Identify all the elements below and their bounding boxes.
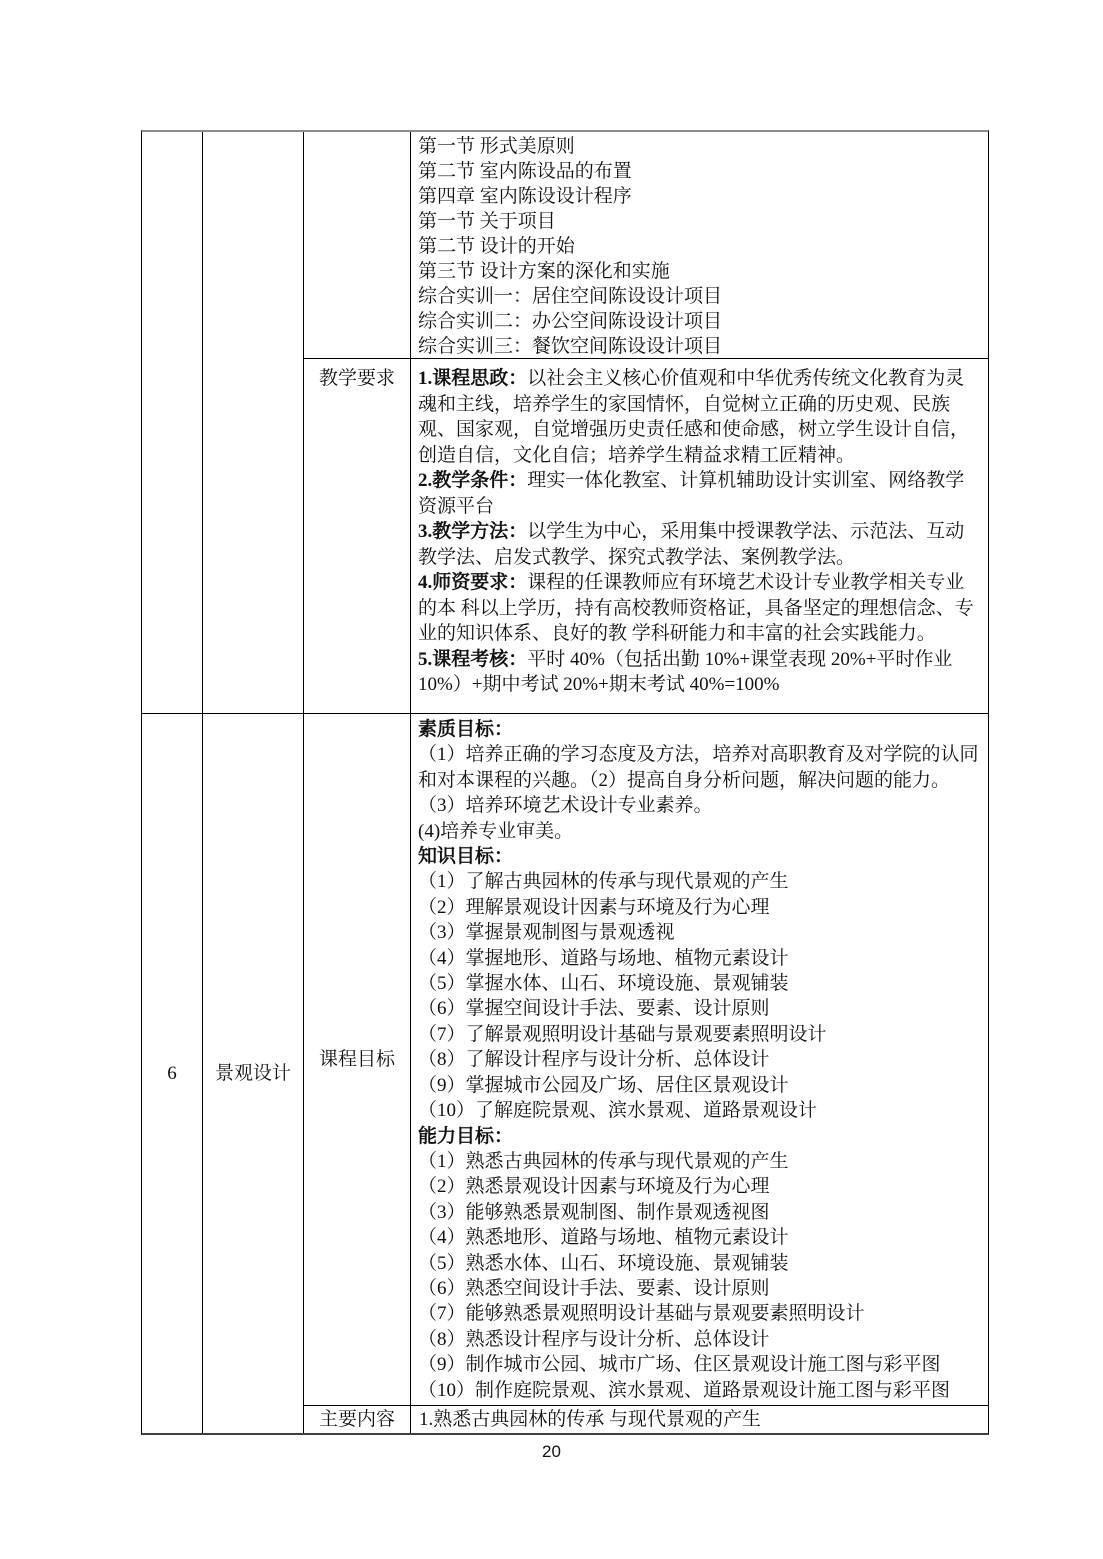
requirement-item <box>418 366 980 468</box>
chapter-line: 第一节 形式美原则 <box>418 136 575 157</box>
chapter-list-cell <box>411 132 988 359</box>
chapter-line: 第一节 关于项目 <box>418 211 556 232</box>
row-label-teaching-requirements <box>304 359 411 714</box>
course-name: 景观设计 <box>214 1063 291 1084</box>
objective-line: （6）熟悉空间设计手法、要素、设计原则 <box>418 1277 770 1299</box>
objective-line: （2）理解景观设计因素与环境及行为心理 <box>418 896 770 918</box>
objective-line: （10）制作庭院景观、滨水景观、道路景观设计施工图与彩平图 <box>418 1379 951 1401</box>
requirement-item-title: 4.师资要求： <box>418 572 528 593</box>
requirement-item-text: 以社会主义核心价值观和中华优秀传统文化教育为灵魂和主线，培养学生的家国情怀，自觉树立正确的历史观、民族观、国家观，自觉增强历史责任感和使命感，树立学生设计自信，创造自信，文化自信；培养学生精益求精工匠精神。 <box>418 368 970 466</box>
chapter-line: 第二节 设计的开始 <box>418 236 575 257</box>
objective-line: （4）掌握地形、道路与场地、植物元素设计 <box>418 947 789 969</box>
objectives-section-heading: 素质目标： <box>418 719 514 740</box>
objective-line: （3）培养环境艺术设计专业素养。 <box>418 795 713 817</box>
chapter-line: 综合实训三：餐饮空间陈设设计项目 <box>418 336 723 357</box>
objective-line: （5）掌握水体、山石、环境设施、景观铺装 <box>418 973 789 995</box>
objectives-section-heading: 能力目标： <box>418 1125 514 1147</box>
chapter-line: 第三节 设计方案的深化和实施 <box>418 261 670 282</box>
objective-line: （1）了解古典园林的传承与现代景观的产生 <box>418 871 789 893</box>
teaching-requirements-label: 教学要求 <box>318 368 395 389</box>
objective-line: （2）熟悉景观设计因素与环境及行为心理 <box>418 1176 770 1198</box>
page-number: 20 <box>542 1442 561 1461</box>
objective-line: （4）熟悉地形、道路与场地、植物元素设计 <box>418 1227 789 1249</box>
row-label-main-content <box>304 1406 411 1433</box>
objective-line: （9）制作城市公园、城市广场、住区景观设计施工图与彩平图 <box>418 1354 941 1376</box>
chapter-line: 综合实训二：办公空间陈设设计项目 <box>418 311 723 332</box>
requirement-item-text: 课程的任课教师应有环境艺术设计专业教学相关专业的本 科以上学历，持有高校教师资格证，具备坚定的理想信念、专业的知识体系、良好的教 学科研能力和丰富的社会实践能力。 <box>418 572 974 644</box>
course-objectives-label: 课程目标 <box>318 1049 395 1070</box>
objective-line: （5）熟悉水体、山石、环境设施、景观铺装 <box>418 1252 789 1274</box>
chapter-line: 第四章 室内陈设设计程序 <box>418 186 632 207</box>
objective-line: （1）熟悉古典园林的传承与现代景观的产生 <box>418 1150 789 1172</box>
row-label-course-objectives <box>304 714 411 1406</box>
main-content-text: 1.熟悉古典园林的传承 与现代景观的产生 <box>419 1409 762 1430</box>
chapter-line: 第二节 室内陈设品的布置 <box>418 161 632 182</box>
course-cell-empty <box>203 132 304 714</box>
teaching-requirements-cell <box>411 359 988 714</box>
requirement-item <box>418 647 980 698</box>
objective-line: （1）培养正确的学习态度及方法，培养对高职教育及对学院的认同和对本课程的兴趣。（2）提高自身分析问题，解决问题的能力。 <box>418 744 979 791</box>
course-name-cell <box>203 714 304 1433</box>
objective-line: （3）掌握景观制图与景观透视 <box>418 922 675 944</box>
requirement-item-title: 2.教学条件： <box>418 470 528 491</box>
course-objectives-cell <box>411 714 988 1406</box>
objective-line: （9）掌握城市公园及广场、居住区景观设计 <box>418 1074 789 1096</box>
row-label-empty <box>304 132 411 359</box>
objective-line: （7）能够熟悉景观照明设计基础与景观要素照明设计 <box>418 1303 865 1325</box>
requirement-item-text: 平时 40%（包括出勤 10%+课堂表现 20%+平时作业 10%）+期中考试 20%+期末考试 40%=100% <box>418 648 953 695</box>
course-seq-cell <box>142 714 203 1433</box>
requirement-item-text: 以学生为中心，采用集中授课教学法、示范法、互动教学法、启发式教学、探究式教学法、案例教学法。 <box>418 521 965 568</box>
requirement-item-text: 理实一体化教室、计算机辅助设计实训室、网络教学资源平台 <box>418 470 965 517</box>
seq-cell-empty <box>142 132 203 714</box>
requirement-item-title: 3.教学方法： <box>418 521 528 542</box>
objective-line: （7）了解景观照明设计基础与景观要素照明设计 <box>418 1023 827 1045</box>
objective-line: （6）掌握空间设计手法、要素、设计原则 <box>418 998 770 1020</box>
requirement-item <box>418 519 980 570</box>
requirement-item <box>418 570 980 647</box>
objective-line: （3）能够熟悉景观制图、制作景观透视图 <box>418 1201 770 1223</box>
main-content-label: 主要内容 <box>318 1409 395 1430</box>
objective-line: （8）了解设计程序与设计分析、总体设计 <box>418 1049 770 1071</box>
chapter-line: 综合实训一：居住空间陈设设计项目 <box>418 286 723 307</box>
objective-line: (4)培养专业审美。 <box>418 820 574 842</box>
objectives-section-heading: 知识目标： <box>418 846 514 868</box>
requirement-item-title: 1.课程思政： <box>418 368 528 389</box>
main-content-cell <box>411 1406 988 1433</box>
curriculum-table <box>141 130 989 1435</box>
objective-line: （10）了解庭院景观、滨水景观、道路景观设计 <box>418 1100 818 1122</box>
requirement-item <box>418 468 980 519</box>
objective-line: （8）熟悉设计程序与设计分析、总体设计 <box>418 1328 770 1350</box>
requirement-item-title: 5.课程考核： <box>418 648 528 670</box>
course-seq: 6 <box>167 1063 177 1084</box>
